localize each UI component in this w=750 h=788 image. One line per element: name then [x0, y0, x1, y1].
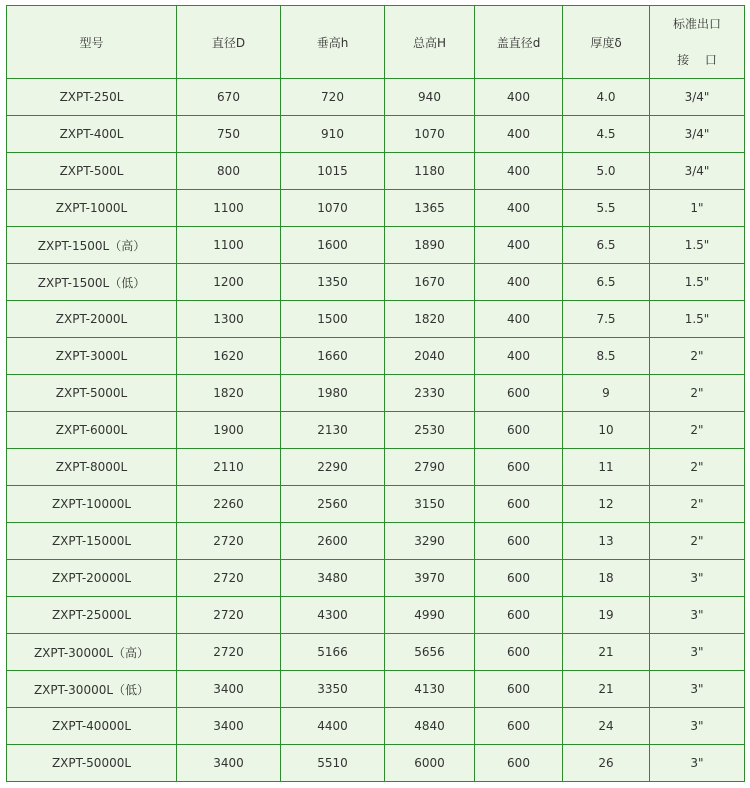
cell-outlet: 3" [650, 634, 745, 671]
cell-diameter: 800 [177, 153, 281, 190]
cell-lid-diameter: 600 [475, 486, 563, 523]
cell-lid-diameter: 400 [475, 301, 563, 338]
cell-lid-diameter: 600 [475, 412, 563, 449]
cell-diameter: 1820 [177, 375, 281, 412]
cell-diameter: 3400 [177, 671, 281, 708]
cell-vertical-height: 1500 [281, 301, 385, 338]
cell-vertical-height: 4300 [281, 597, 385, 634]
cell-total-height: 3970 [385, 560, 475, 597]
spec-table-container [6, 5, 745, 782]
cell-diameter: 750 [177, 116, 281, 153]
cell-lid-diameter: 600 [475, 523, 563, 560]
cell-total-height: 4130 [385, 671, 475, 708]
cell-diameter: 2260 [177, 486, 281, 523]
cell-model: ZXPT-20000L [7, 560, 177, 597]
cell-outlet: 1.5" [650, 264, 745, 301]
table-row [7, 301, 745, 338]
cell-outlet: 2" [650, 375, 745, 412]
table-row [7, 338, 745, 375]
cell-outlet: 3" [650, 597, 745, 634]
cell-lid-diameter: 600 [475, 671, 563, 708]
table-row [7, 116, 745, 153]
cell-outlet: 3" [650, 560, 745, 597]
table-row [7, 486, 745, 523]
table-row [7, 671, 745, 708]
cell-vertical-height: 720 [281, 79, 385, 116]
cell-lid-diameter: 400 [475, 338, 563, 375]
cell-thickness: 24 [563, 708, 650, 745]
cell-model: ZXPT-2000L [7, 301, 177, 338]
cell-thickness: 5.5 [563, 190, 650, 227]
cell-model: ZXPT-5000L [7, 375, 177, 412]
cell-model: ZXPT-400L [7, 116, 177, 153]
table-row [7, 79, 745, 116]
cell-outlet: 2" [650, 338, 745, 375]
cell-vertical-height: 4400 [281, 708, 385, 745]
cell-total-height: 5656 [385, 634, 475, 671]
cell-diameter: 2720 [177, 597, 281, 634]
cell-model: ZXPT-1500L（高） [7, 227, 177, 264]
cell-model: ZXPT-50000L [7, 745, 177, 782]
cell-thickness: 12 [563, 486, 650, 523]
table-row [7, 634, 745, 671]
table-row [7, 227, 745, 264]
cell-diameter: 1100 [177, 227, 281, 264]
cell-lid-diameter: 400 [475, 227, 563, 264]
cell-outlet: 1.5" [650, 301, 745, 338]
cell-vertical-height: 3350 [281, 671, 385, 708]
cell-thickness: 18 [563, 560, 650, 597]
cell-thickness: 6.5 [563, 264, 650, 301]
cell-thickness: 5.0 [563, 153, 650, 190]
cell-total-height: 1180 [385, 153, 475, 190]
table-row [7, 449, 745, 486]
cell-thickness: 13 [563, 523, 650, 560]
table-row [7, 560, 745, 597]
cell-thickness: 19 [563, 597, 650, 634]
header-thickness: 厚度δ [563, 6, 650, 79]
cell-total-height: 4990 [385, 597, 475, 634]
cell-total-height: 1890 [385, 227, 475, 264]
cell-thickness: 11 [563, 449, 650, 486]
cell-lid-diameter: 600 [475, 449, 563, 486]
cell-thickness: 4.5 [563, 116, 650, 153]
cell-outlet: 2" [650, 523, 745, 560]
cell-vertical-height: 1015 [281, 153, 385, 190]
cell-total-height: 1820 [385, 301, 475, 338]
cell-total-height: 3290 [385, 523, 475, 560]
table-row [7, 745, 745, 782]
cell-vertical-height: 1070 [281, 190, 385, 227]
cell-lid-diameter: 400 [475, 264, 563, 301]
header-lid-diameter: 盖直径d [475, 6, 563, 79]
cell-model: ZXPT-3000L [7, 338, 177, 375]
cell-total-height: 940 [385, 79, 475, 116]
cell-diameter: 670 [177, 79, 281, 116]
cell-model: ZXPT-15000L [7, 523, 177, 560]
cell-lid-diameter: 400 [475, 190, 563, 227]
cell-thickness: 26 [563, 745, 650, 782]
cell-total-height: 2530 [385, 412, 475, 449]
cell-outlet: 1.5" [650, 227, 745, 264]
cell-vertical-height: 5166 [281, 634, 385, 671]
header-outlet-line1: 标准出口 [672, 17, 721, 31]
cell-vertical-height: 5510 [281, 745, 385, 782]
cell-lid-diameter: 600 [475, 708, 563, 745]
cell-diameter: 2720 [177, 560, 281, 597]
cell-model: ZXPT-30000L（高） [7, 634, 177, 671]
cell-diameter: 1200 [177, 264, 281, 301]
header-outlet-line2: 接 口 [677, 53, 717, 67]
cell-thickness: 9 [563, 375, 650, 412]
table-row [7, 153, 745, 190]
cell-thickness: 7.5 [563, 301, 650, 338]
table-row [7, 523, 745, 560]
cell-diameter: 3400 [177, 745, 281, 782]
cell-outlet: 3/4" [650, 79, 745, 116]
cell-total-height: 4840 [385, 708, 475, 745]
spec-table [6, 5, 745, 782]
cell-model: ZXPT-40000L [7, 708, 177, 745]
cell-lid-diameter: 600 [475, 597, 563, 634]
cell-total-height: 1070 [385, 116, 475, 153]
cell-model: ZXPT-1000L [7, 190, 177, 227]
cell-model: ZXPT-1500L（低） [7, 264, 177, 301]
cell-diameter: 2720 [177, 634, 281, 671]
cell-vertical-height: 2560 [281, 486, 385, 523]
cell-outlet: 3" [650, 708, 745, 745]
cell-vertical-height: 3480 [281, 560, 385, 597]
cell-outlet: 1" [650, 190, 745, 227]
cell-total-height: 1670 [385, 264, 475, 301]
cell-diameter: 1620 [177, 338, 281, 375]
cell-model: ZXPT-250L [7, 79, 177, 116]
cell-total-height: 2790 [385, 449, 475, 486]
cell-lid-diameter: 600 [475, 375, 563, 412]
cell-lid-diameter: 400 [475, 116, 563, 153]
cell-vertical-height: 2290 [281, 449, 385, 486]
cell-total-height: 6000 [385, 745, 475, 782]
header-outlet [650, 6, 745, 79]
cell-lid-diameter: 600 [475, 560, 563, 597]
cell-diameter: 2720 [177, 523, 281, 560]
cell-outlet: 3" [650, 671, 745, 708]
cell-outlet: 2" [650, 412, 745, 449]
table-row [7, 597, 745, 634]
cell-model: ZXPT-30000L（低） [7, 671, 177, 708]
cell-model: ZXPT-8000L [7, 449, 177, 486]
cell-vertical-height: 2130 [281, 412, 385, 449]
cell-thickness: 8.5 [563, 338, 650, 375]
cell-total-height: 3150 [385, 486, 475, 523]
cell-outlet: 2" [650, 486, 745, 523]
header-row [7, 6, 745, 79]
cell-thickness: 4.0 [563, 79, 650, 116]
cell-lid-diameter: 400 [475, 79, 563, 116]
cell-model: ZXPT-6000L [7, 412, 177, 449]
cell-vertical-height: 1660 [281, 338, 385, 375]
cell-total-height: 2330 [385, 375, 475, 412]
cell-model: ZXPT-500L [7, 153, 177, 190]
cell-model: ZXPT-10000L [7, 486, 177, 523]
table-row [7, 190, 745, 227]
table-row [7, 264, 745, 301]
cell-diameter: 2110 [177, 449, 281, 486]
cell-vertical-height: 2600 [281, 523, 385, 560]
cell-model: ZXPT-25000L [7, 597, 177, 634]
cell-total-height: 2040 [385, 338, 475, 375]
cell-diameter: 1100 [177, 190, 281, 227]
cell-vertical-height: 1980 [281, 375, 385, 412]
cell-lid-diameter: 400 [475, 153, 563, 190]
cell-outlet: 2" [650, 449, 745, 486]
cell-total-height: 1365 [385, 190, 475, 227]
cell-thickness: 21 [563, 634, 650, 671]
header-vertical-height: 垂高h [281, 6, 385, 79]
cell-thickness: 21 [563, 671, 650, 708]
cell-outlet: 3/4" [650, 153, 745, 190]
cell-lid-diameter: 600 [475, 634, 563, 671]
table-row [7, 412, 745, 449]
cell-vertical-height: 910 [281, 116, 385, 153]
header-model: 型号 [7, 6, 177, 79]
table-row [7, 708, 745, 745]
cell-outlet: 3" [650, 745, 745, 782]
cell-diameter: 1900 [177, 412, 281, 449]
cell-thickness: 10 [563, 412, 650, 449]
cell-vertical-height: 1350 [281, 264, 385, 301]
cell-lid-diameter: 600 [475, 745, 563, 782]
cell-outlet: 3/4" [650, 116, 745, 153]
header-total-height: 总高H [385, 6, 475, 79]
cell-thickness: 6.5 [563, 227, 650, 264]
cell-diameter: 1300 [177, 301, 281, 338]
cell-vertical-height: 1600 [281, 227, 385, 264]
header-diameter: 直径D [177, 6, 281, 79]
table-row [7, 375, 745, 412]
cell-diameter: 3400 [177, 708, 281, 745]
